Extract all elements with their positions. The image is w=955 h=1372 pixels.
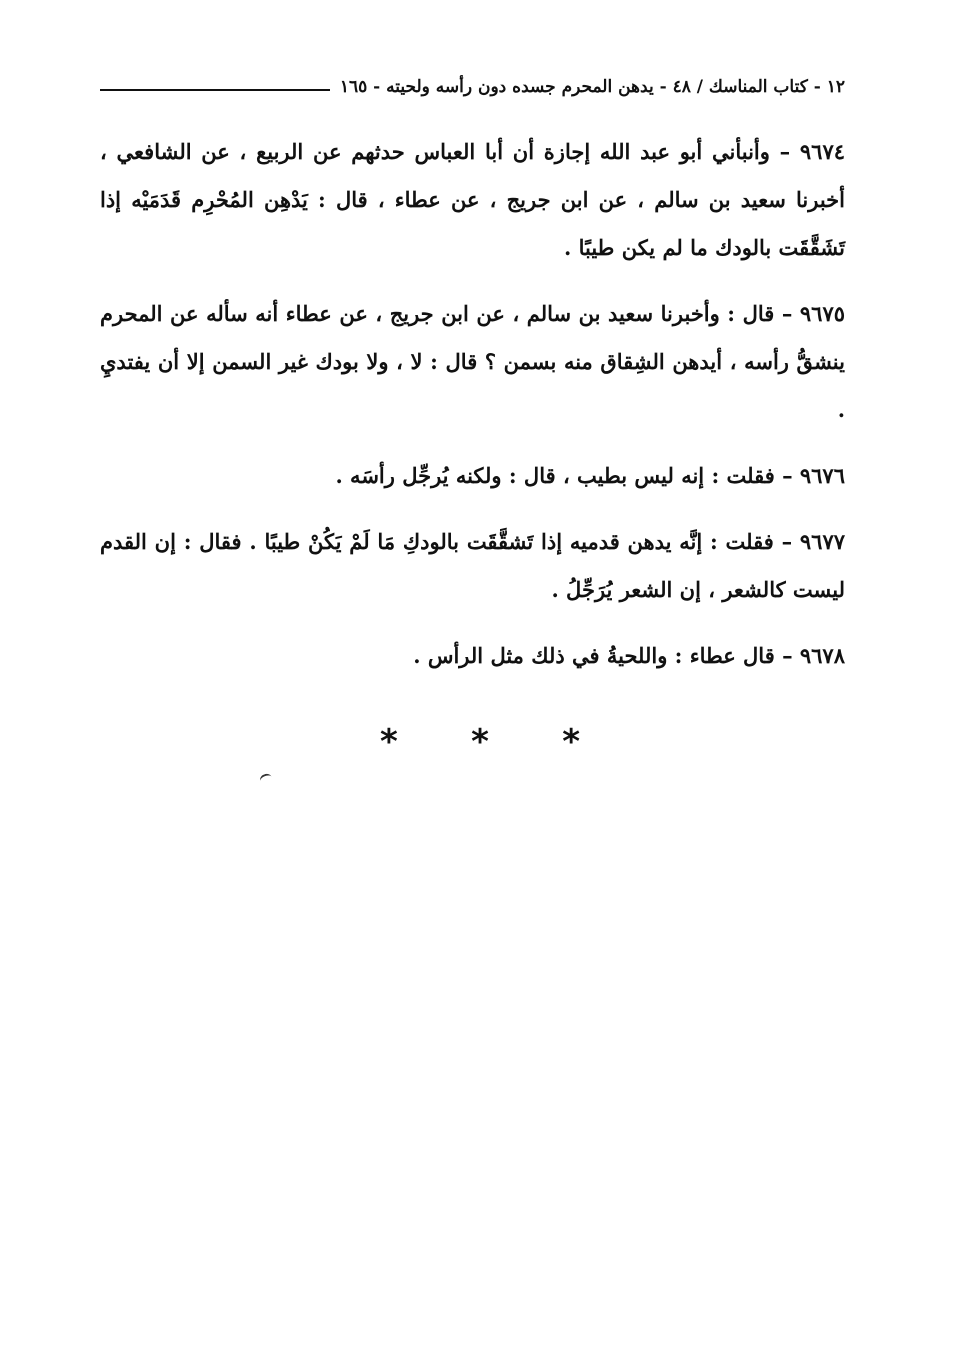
stray-ink-mark — [259, 772, 274, 786]
hadith-text: وأنبأني أبو عبد الله إجازة أن أبا العباس حدثهم عن الربيع ، عن الشافعي ، أخبرنا سعيد بن سالم ، عن ابن جريج ، عن عطاء ، قال : يَدْهِن المُحْرِم قَدَمَيْه إذا تَشَقَّقَت بالودك ما لم يكن طيبًا . — [100, 139, 845, 260]
section-separator — [380, 722, 580, 762]
asterisk-icon: * — [380, 722, 398, 762]
hadith-paragraph-9678 — [100, 632, 845, 680]
dash: – — [779, 139, 791, 164]
running-head-text: ١٢ - كتاب المناسك / ٤٨ - يدهن المحرم جسده دون رأسه ولحيته - ١٦٥ — [339, 77, 845, 97]
hadith-text: فقلت : إنَّه يدهن قدميه إذا تَشقَّقَت بالودكِ مَا لَمْ يَكُنْ طيبًا . فقال : إن القدم ليست كالشعر ، إن الشعر يُرَجِّلُ . — [100, 529, 845, 602]
main-text — [100, 128, 845, 698]
running-head-rule — [100, 89, 330, 91]
hadith-paragraph-9674 — [100, 128, 845, 272]
running-head — [100, 72, 845, 102]
hadith-number: ٩٦٧٦ — [799, 463, 845, 488]
hadith-number: ٩٦٧٨ — [799, 643, 845, 668]
hadith-paragraph-9676 — [100, 452, 845, 500]
dash: – — [782, 463, 793, 488]
hadith-text: قال : وأخبرنا سعيد بن سالم ، عن ابن جريج ، عن عطاء أنه سأله عن المحرم ينشقُّ رأسه ، أيدهن الشِقاق منه بسمن ؟ قال : لا ، ولا بودك غير السمن إلا أن يفتديِ . — [100, 301, 845, 422]
hadith-paragraph-9677 — [100, 518, 845, 614]
hadith-number: ٩٦٧٥ — [799, 301, 846, 326]
dash: – — [781, 529, 793, 554]
asterisk-icon: * — [471, 722, 489, 762]
hadith-text: قال عطاء : واللحيةُ في ذلك مثل الرأس . — [413, 643, 775, 668]
asterisk-icon: * — [562, 722, 580, 762]
hadith-number: ٩٦٧٧ — [799, 529, 846, 554]
dash: – — [781, 301, 793, 326]
hadith-number: ٩٦٧٤ — [799, 139, 846, 164]
hadith-text: فقلت : إنه ليس بطيب ، قال : ولكنه يُرجِّل رأسَه . — [335, 463, 775, 488]
hadith-paragraph-9675 — [100, 290, 845, 434]
dash: – — [782, 643, 793, 668]
